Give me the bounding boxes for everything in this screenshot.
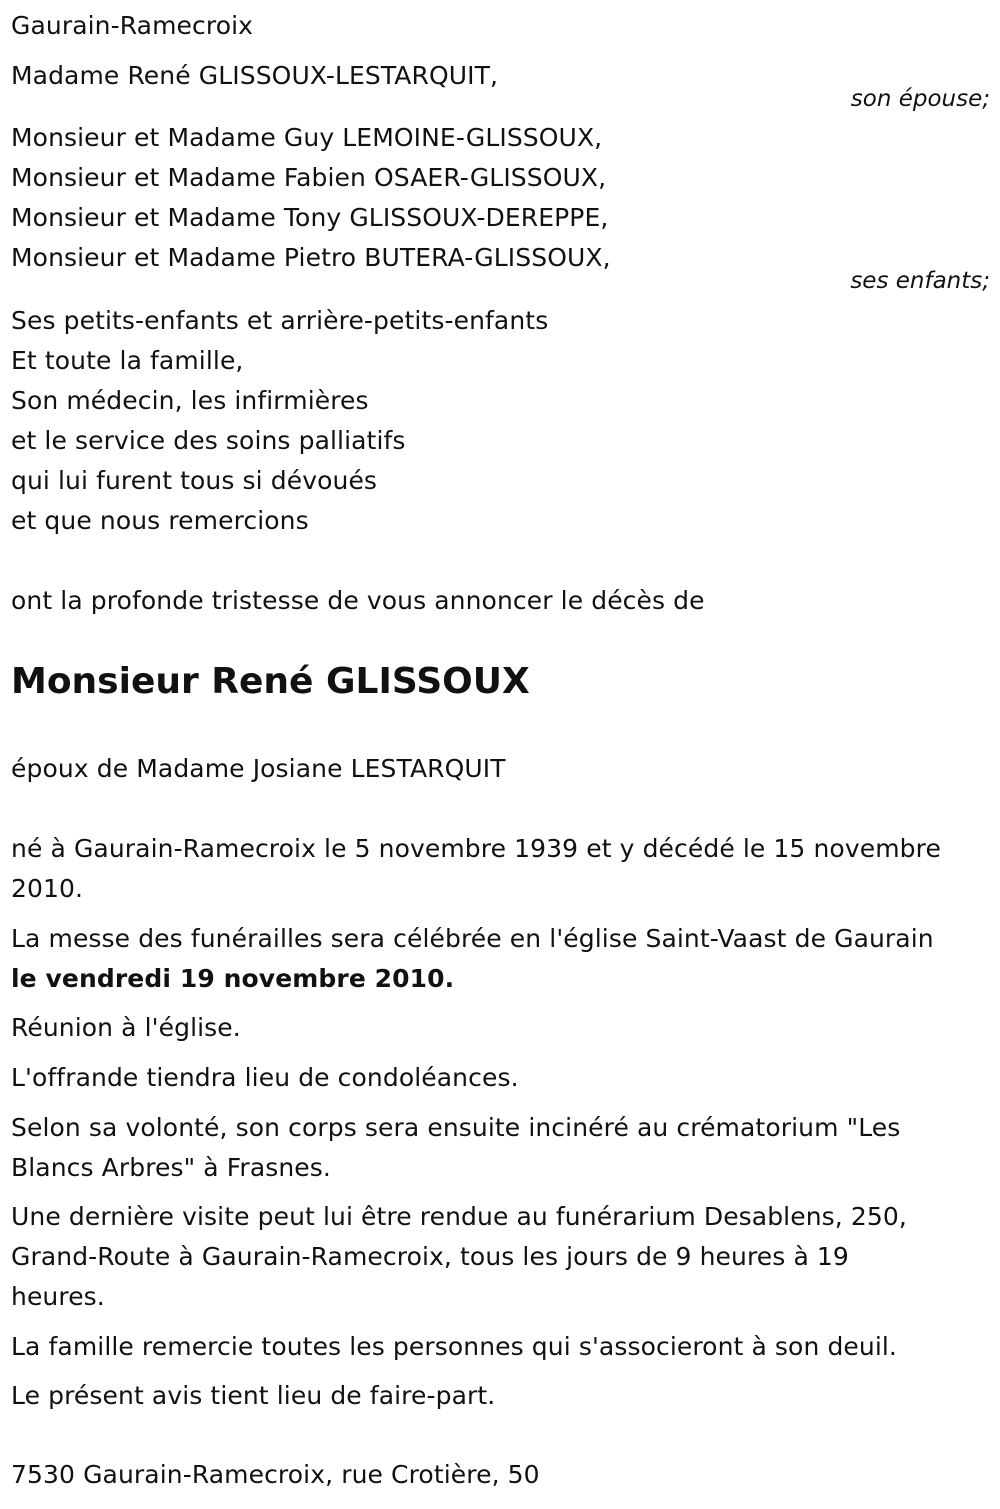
- family-line-3: Son médecin, les infirmières: [11, 386, 369, 415]
- spouse-name: Madame René GLISSOUX-LESTARQUIT,: [11, 61, 499, 90]
- offering-text: L'offrande tiendra lieu de condoléances.: [11, 1063, 519, 1092]
- visit-line-2: Grand-Route à Gaurain-Ramecroix, tous les jours de 9 heures à 19: [11, 1242, 849, 1271]
- family-line-2: Et toute la famille,: [11, 346, 244, 375]
- location-heading: Gaurain-Ramecroix: [11, 11, 254, 40]
- family-line-1: Ses petits-enfants et arrière-petits-enfants: [11, 306, 549, 335]
- funeral-text: La messe des funérailles sera célébrée en l'église Saint-Vaast de Gaurain: [11, 924, 934, 953]
- visit-line-1: Une dernière visite peut lui être rendue au funérarium Desablens, 250,: [11, 1202, 907, 1231]
- announcement-text: ont la profonde tristesse de vous annoncer le décès de: [11, 586, 705, 615]
- funeral-date: le vendredi 19 novembre 2010.: [11, 964, 455, 993]
- address-text: 7530 Gaurain-Ramecroix, rue Crotière, 50: [11, 1460, 540, 1489]
- spouse-role: son épouse;: [850, 86, 990, 112]
- family-line-5: qui lui furent tous si dévoués: [11, 466, 378, 495]
- visit-line-3: heures.: [11, 1282, 105, 1311]
- notice-text: Le présent avis tient lieu de faire-part.: [11, 1381, 496, 1410]
- spouse-of-text: époux de Madame Josiane LESTARQUIT: [11, 754, 506, 783]
- cremation-line-2: Blancs Arbres" à Frasnes.: [11, 1153, 331, 1182]
- child-line-4: Monsieur et Madame Pietro BUTERA-GLISSOUX,: [11, 243, 611, 272]
- birth-death-line-2: 2010.: [11, 874, 84, 903]
- family-line-6: et que nous remercions: [11, 506, 309, 535]
- birth-death-line-1: né à Gaurain-Ramecroix le 5 novembre 1939 et y décédé le 15 novembre: [11, 834, 941, 863]
- child-line-1: Monsieur et Madame Guy LEMOINE-GLISSOUX,: [11, 123, 603, 152]
- child-line-2: Monsieur et Madame Fabien OSAER-GLISSOUX,: [11, 163, 607, 192]
- child-line-3: Monsieur et Madame Tony GLISSOUX-DEREPPE,: [11, 203, 609, 232]
- deceased-name: Monsieur René GLISSOUX: [11, 661, 530, 702]
- thanks-text: La famille remercie toutes les personnes qui s'associeront à son deuil.: [11, 1332, 897, 1361]
- cremation-line-1: Selon sa volonté, son corps sera ensuite incinéré au crématorium "Les: [11, 1113, 901, 1142]
- reunion-text: Réunion à l'église.: [11, 1013, 241, 1042]
- family-line-4: et le service des soins palliatifs: [11, 426, 406, 455]
- children-role: ses enfants;: [850, 268, 990, 294]
